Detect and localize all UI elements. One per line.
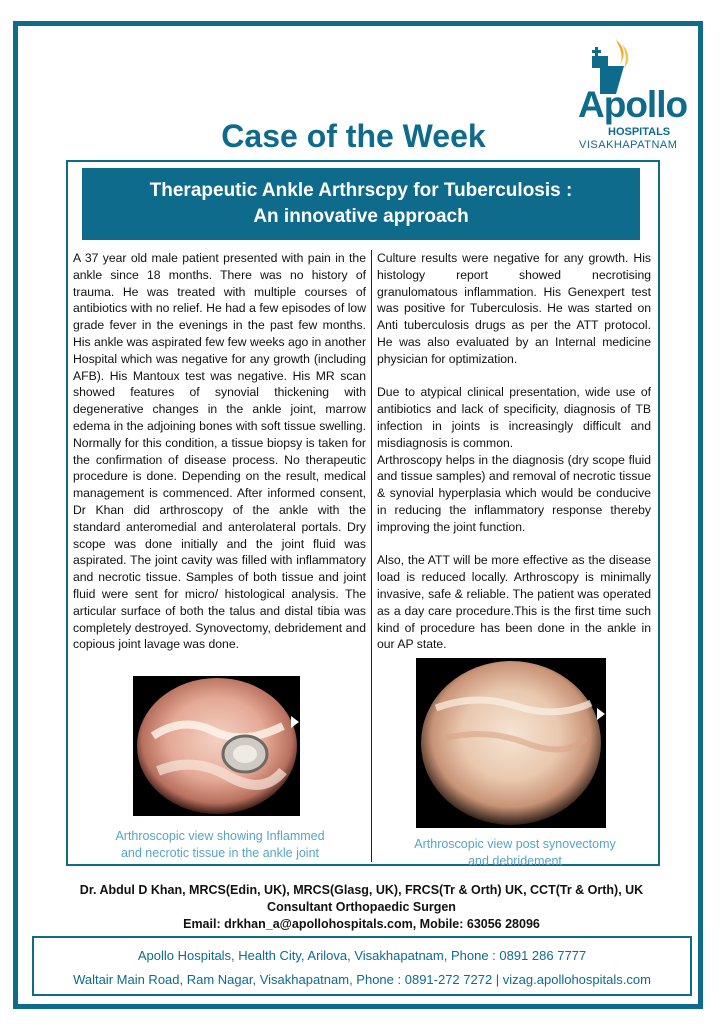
left-paragraph: A 37 year old male patient presented with pain in the ankle since 18 months. There was no history of trauma. He was treated with multiple courses of antibiotics with no relief. He had a few episodes of low grade fever in the evenings in the past few months. His ankle was aspirated few few weeks ago in another Hospital which was negative for any growth (including AFB). His Mantoux test was negative. His MR scan showed features of synovial thickening with degenerative changes in the ankle joint, marrow edema in the adjoining bones with soft tissue swelling. Normally for this condition, a tissue biopsy is taken for the confirmation of disease process. No therapeutic procedure is done. Depending on the result, medical management is commenced. After informed consent, Dr Khan did arthroscopy of the ankle with the standard anteromedial and anterolateral portals. Dry scope was done initially and the joint fluid was aspirated. The joint cavity was filled with inflammatory and necrotic tissue. Samples of both tissue and joint fluid were sent for micro/ histological analysis. The articular surface of both the talus and distal tibia was completely destroyed. Synovectomy, debridement and copious joint lavage was done.	[73, 251, 366, 652]
banner-line-2: An innovative approach	[253, 206, 469, 227]
arthroscopic-photo-post-synovectomy	[416, 658, 606, 828]
page-title	[0, 118, 723, 155]
banner-line-1: Therapeutic Ankle Arthrscpy for Tuberculosis :	[149, 180, 573, 201]
column-divider	[371, 250, 372, 862]
author-title: Consultant Orthopaedic Surgen	[267, 900, 456, 914]
footer-address-1: Apollo Hospitals, Health City, Arilova, Visakhapatnam, Phone : 0891 286 7777	[137, 948, 587, 963]
arthroscopic-photo-inflamed	[133, 676, 300, 816]
logo-line-hospitals: HOSPITALS	[608, 126, 671, 138]
photo1-caption	[90, 828, 350, 862]
footer-contact-box	[32, 936, 692, 996]
photo1-caption-line-2: and necrotic tissue in the ankle joint	[120, 846, 320, 860]
right-paragraph-3: Arthroscopy helps in the diagnosis (dry scope fluid and tissue samples) and removal of necrotic tissue & synovial hyperplasia which would be conducive in reducing the inflammatory response thereby improving the joint function.	[377, 452, 651, 534]
right-paragraph-1: Culture results were negative for any growth. His histology report showed necrotising granulomatous inflammation. His Genexpert test was positive for Tuberculosis. He was started on Anti tuberculosis drugs as per the ATT protocol. He was also evaluated by an Internal medicine physician for optimization.	[377, 251, 651, 366]
author-block	[0, 882, 723, 933]
photo2-caption-line-2: and debridement	[468, 854, 562, 868]
photo2-caption	[380, 836, 650, 870]
footer-address-2: Waltair Main Road, Ram Nagar, Visakhapatnam, Phone : 0891-272 7272 | vizag.apollohospitals.com	[73, 972, 651, 987]
right-paragraph-4: Also, the ATT will be more effective as the disease load is reduced locally. Arthroscopy is minimally invasive, safe & reliable. The patient was operated as a day care procedure.This is the first time such kind of procedure has been done in the ankle in our AP state.	[377, 553, 651, 652]
photo1-caption-line-1: Arthroscopic view showing Inflammed	[115, 829, 325, 843]
photo2-caption-line-1: Arthroscopic view post synovectomy	[414, 837, 616, 851]
logo-brand: Apollo	[578, 84, 688, 125]
author-credentials: Dr. Abdul D Khan, MRCS(Edin, UK), MRCS(Glasg, UK), FRCS(Tr & Orth) UK, CCT(Tr & Orth), UK	[79, 883, 644, 897]
author-contact: Email: drkhan_a@apollohospitals.com, Mobile: 63056 28096	[183, 917, 540, 931]
logo-line-city: VISAKHAPATNAM	[579, 139, 678, 151]
left-column	[73, 250, 366, 653]
right-column	[377, 250, 651, 653]
article-banner	[82, 168, 640, 240]
page-title-text: Case of the Week	[221, 118, 486, 154]
right-paragraph-2: Due to atypical clinical presentation, wide use of antibiotics and lack of specificity, diagnosis of TB infection in joints is increasingly difficult and misdiagnosis is common.	[377, 385, 651, 450]
